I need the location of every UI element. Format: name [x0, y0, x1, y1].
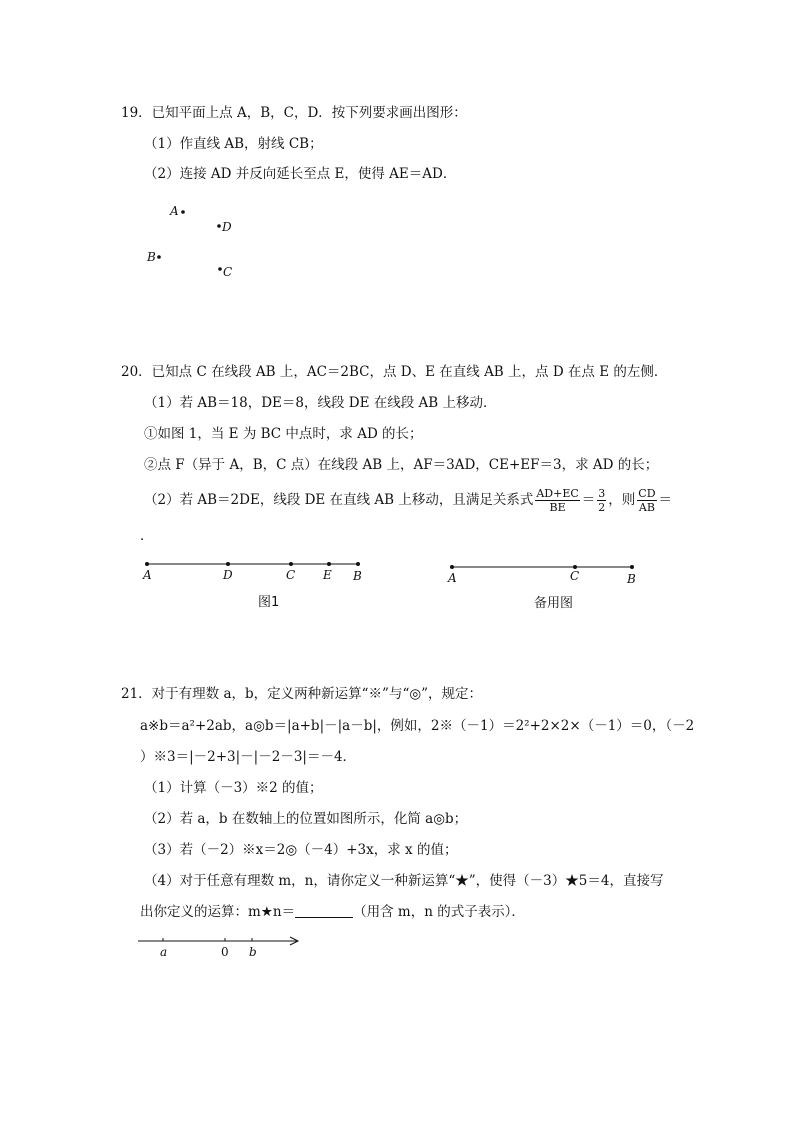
fig1-label-A: A — [143, 568, 152, 582]
fig1-label-E: E — [323, 568, 332, 582]
q21-part2: （2）若 a，b 在数轴上的位置如图所示，化简 a◎b； — [144, 811, 468, 827]
fig2-label-B: B — [627, 572, 636, 586]
fig2-label-C: C — [570, 569, 580, 583]
q20-part2-period: ． — [140, 528, 154, 544]
fig2-label-A: A — [448, 571, 457, 585]
equals-sign: ＝ — [581, 492, 596, 508]
fraction-denominator: BE — [549, 501, 566, 514]
q21-part4-line1: （4）对于任意有理数 m，n，请你定义一种新运算“★”，使得（－3）★5＝4，直接写 — [144, 873, 664, 889]
fig1-label-C: C — [286, 568, 296, 582]
q21-part4-suffix: （用含 m，n 的式子表示）． — [353, 904, 525, 920]
axis-label-zero: 0 — [221, 945, 229, 959]
q19-part2: （2）连接 AD 并反向延长至点 E，使得 AE＝AD． — [144, 166, 457, 182]
q21-part4-prefix: 出你定义的运算：m★n＝ — [140, 904, 296, 920]
q21-part3: （3）若（－2）※x＝2◎（－4）+3x，求 x 的值； — [144, 842, 458, 858]
q21-definition-line1: a※b＝a²+2ab，a◎b＝|a+b|－|a－b|，例如，2※（－1）＝2²+2×2×（－1）＝0，（－2 — [140, 718, 695, 734]
q20-part2-prefix: （2）若 AB＝2DE，线段 DE 在直线 AB 上移动，且满足关系式 — [144, 492, 534, 508]
q20-stem: 20．已知点 C 在线段 AB 上，AC＝2BC，点 D、E 在直线 AB 上，点 D 在点 E 的左侧． — [121, 364, 668, 380]
fraction-numerator: AD+EC — [536, 487, 579, 500]
q20-part1-b: ②点 F（异于 A，B，C 点）在线段 AB 上，AF＝3AD，CE+EF＝3，求 AD 的长； — [144, 457, 659, 473]
fraction-denominator: AB — [638, 501, 655, 514]
axis-label-b: b — [249, 945, 257, 959]
q20-part2-middle: ，则 — [608, 492, 636, 508]
q19-label-D: D — [222, 220, 232, 234]
q20-part1-a: ①如图 1，当 E 为 BC 中点时，求 AD 的长； — [144, 426, 423, 442]
q19-part1: （1）作直线 AB，射线 CB； — [144, 136, 323, 152]
q19-label-B: B — [147, 250, 156, 264]
q20-part1: （1）若 AB＝18，DE＝8，线段 DE 在线段 AB 上移动． — [144, 395, 497, 411]
axis-label-a: a — [160, 945, 168, 959]
q21-stem: 21．对于有理数 a，b，定义两种新运算“※”与“◎”，规定： — [121, 686, 483, 702]
q19-stem: 19．已知平面上点 A，B，C，D．按下列要求画出图形： — [121, 105, 467, 121]
q20-part2-end: ＝ — [658, 492, 673, 508]
fig1-label-B: B — [353, 569, 362, 583]
fraction-denominator: 2 — [598, 501, 606, 514]
fraction-numerator: 3 — [598, 487, 606, 500]
q19-label-C: C — [223, 265, 233, 279]
q21-definition-line2: ）※3＝|－2+3|－|－2－3|＝－4． — [140, 749, 357, 765]
fig2-caption: 备用图 — [534, 596, 574, 611]
q19-label-A: A — [170, 204, 179, 218]
fraction-numerator: CD — [638, 487, 656, 500]
fig1-label-D: D — [223, 568, 233, 582]
fig1-caption: 图1 — [258, 595, 280, 610]
q21-part1: （1）计算（－3）※2 的值； — [144, 780, 323, 796]
